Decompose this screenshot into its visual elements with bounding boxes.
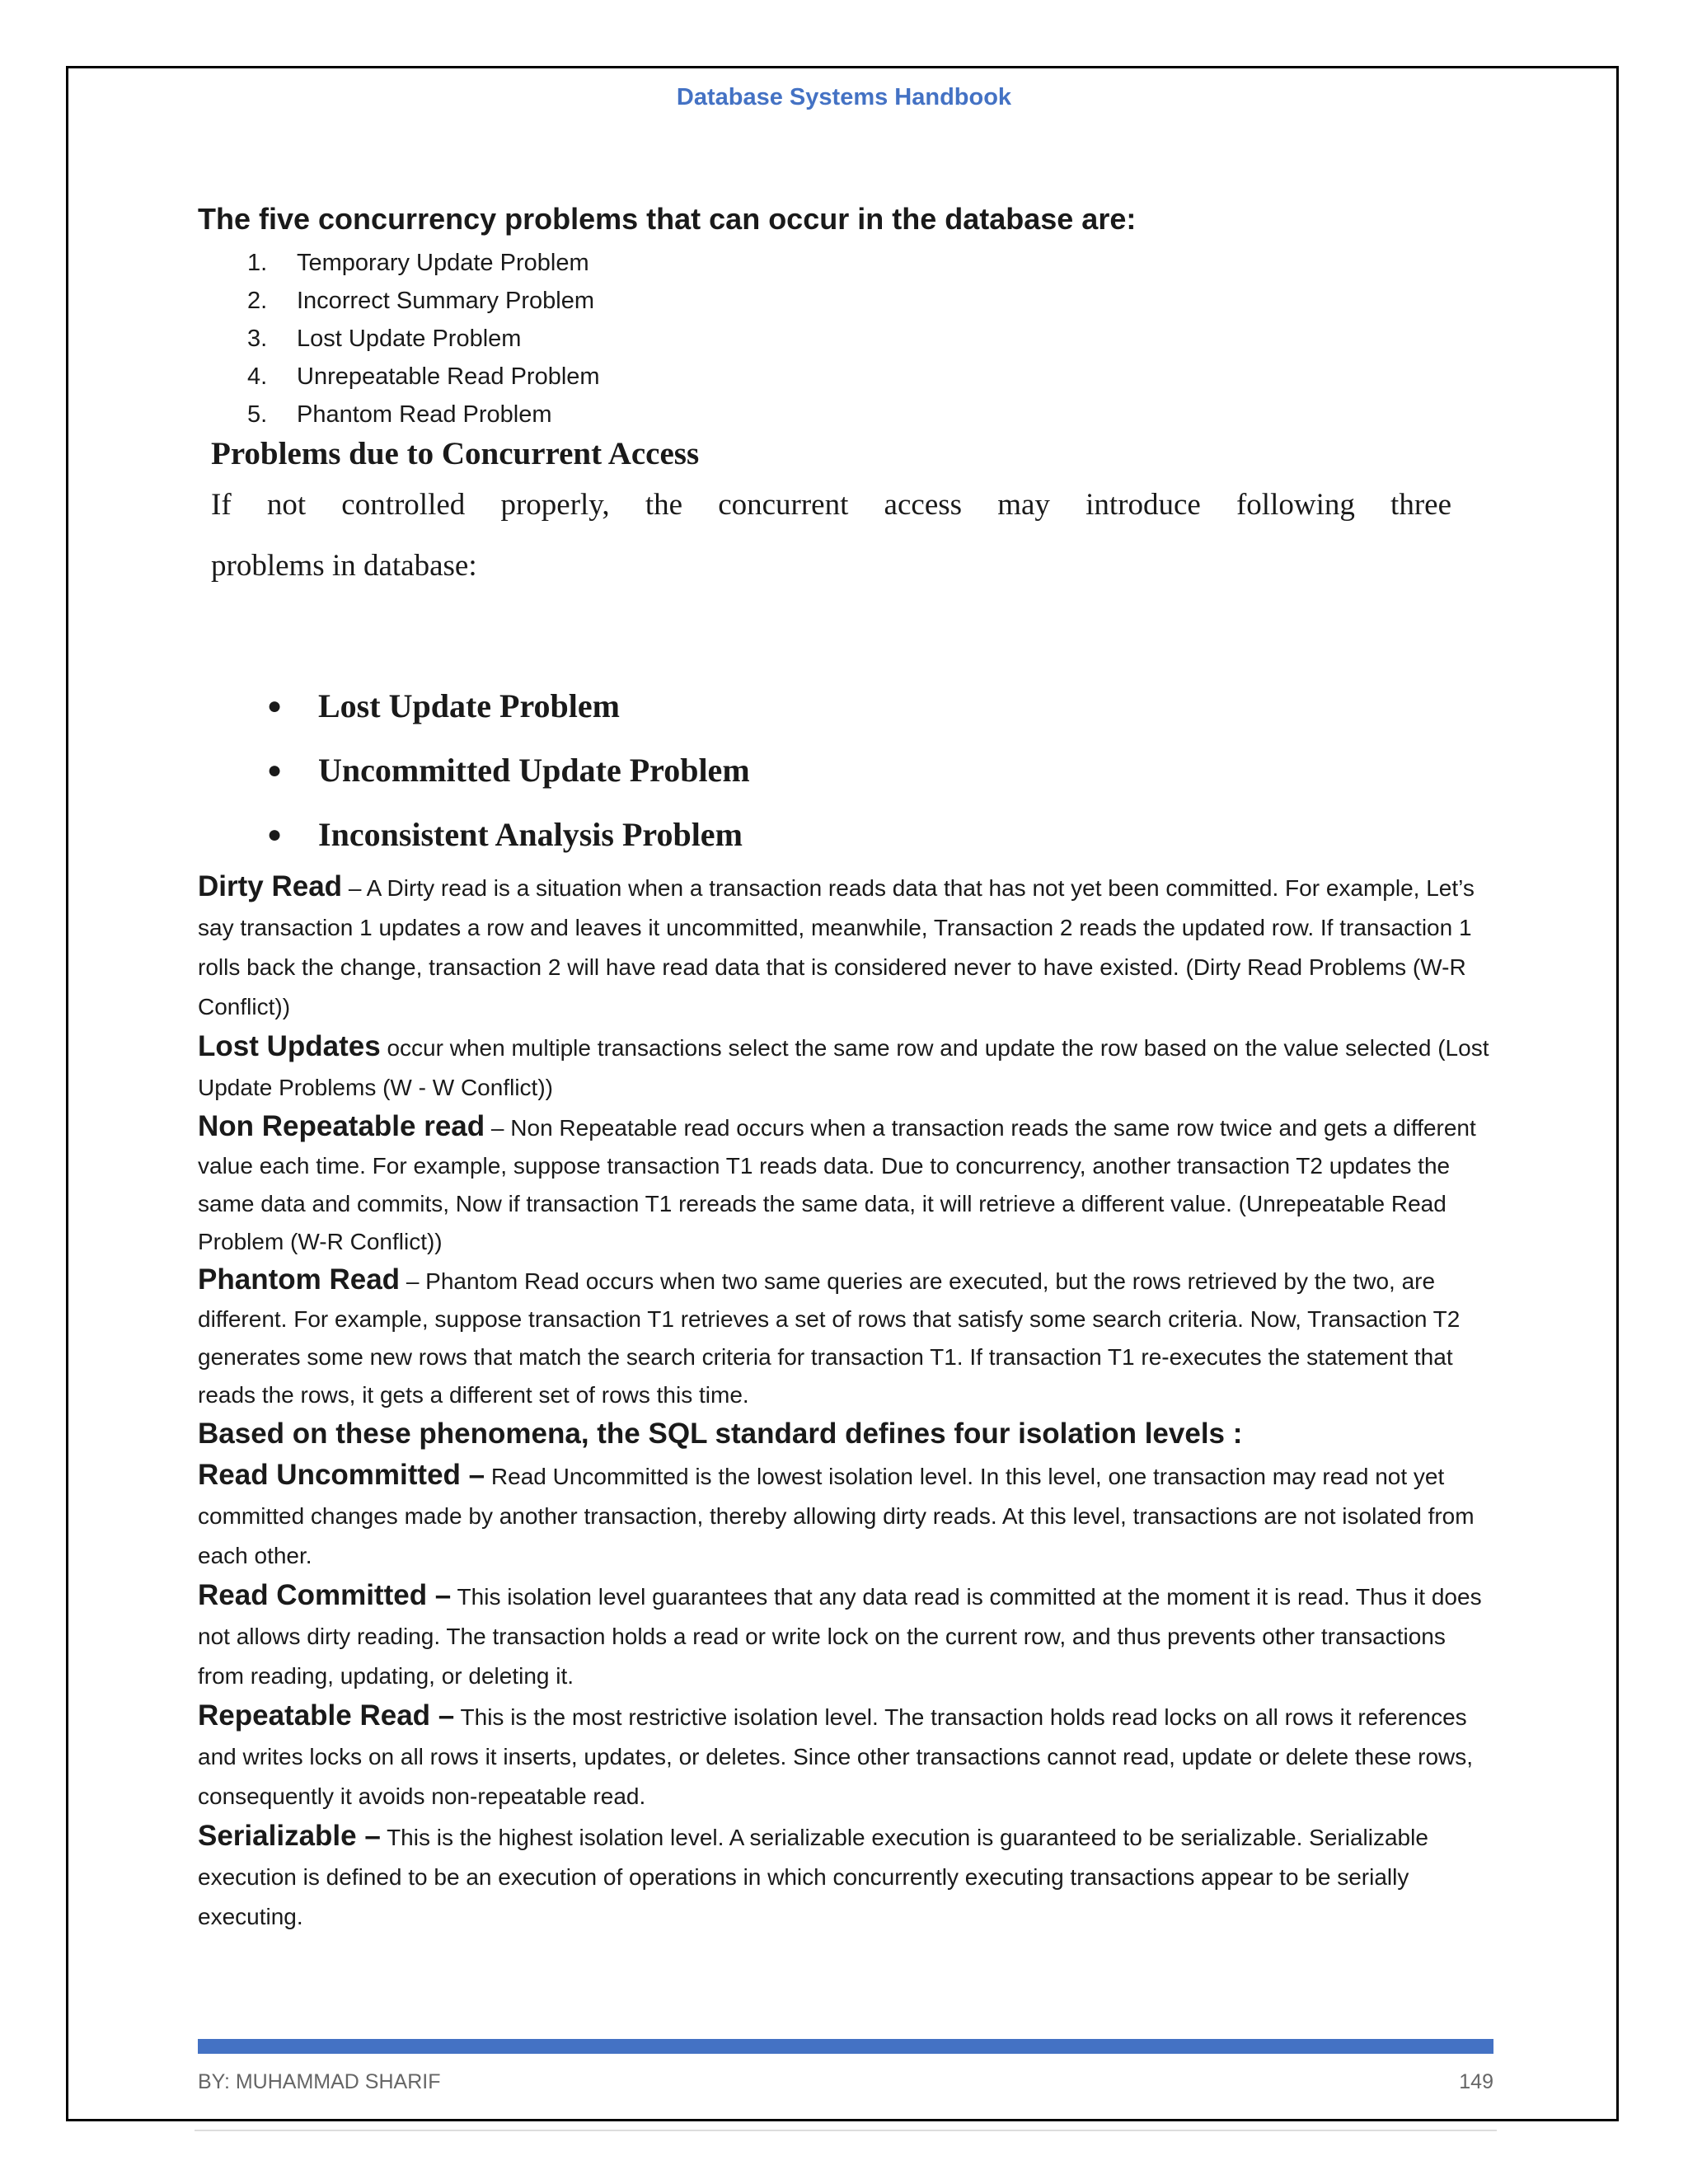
list-item: 1. Temporary Update Problem — [247, 250, 589, 276]
page-number: 149 — [1459, 2070, 1493, 2093]
isolation-read-committed: Read Committed – This isolation level guarantees that any data read is committed at the moment it is read. Thus it does not allows dirty reading. The transaction holds a read or write lock on the current row, and thus prevents other transactions from reading, updating, or deleting it. — [198, 1579, 1482, 1689]
isolation-read-uncommitted: Read Uncommitted – Read Uncommitted is the lowest isolation level. In this level, one transaction may read not yet committed changes made by another transaction, thereby allowing dirty reads. At this level, transactions are not isolated from each other. — [198, 1459, 1475, 1568]
list-item: 2. Incorrect Summary Problem — [247, 288, 594, 314]
page-content — [198, 198, 1493, 1937]
numbered-list — [198, 244, 1493, 434]
definition-lost-updates: Lost Updates occur when multiple transactions select the same row and update the row based on the value selected (Lost Update Problems (W - W Conflict)) — [198, 1030, 1489, 1100]
list-item: 5. Phantom Read Problem — [247, 401, 552, 428]
isolation-serializable: Serializable – This is the highest isolation level. A serializable execution is guaranteed to be serializable. Serializable execution is defined to be an execution of operations in which concurrently executing transactions appear to be serially executing. — [198, 1820, 1428, 1929]
bullet-item: ● Uncommitted Update Problem — [211, 738, 1493, 803]
definition-non-repeatable-read: Non Repeatable read – Non Repeatable read occurs when a transaction reads the same row twice and gets a different value each time. For example, suppose transaction T1 reads data. Due to concurrency, another transaction T2 updates the same data and commits, Now if transaction T1 rereads the same data, it will retrieve a different value. (Unrepeatable Read Problem (W-R Conflict)) — [198, 1110, 1476, 1254]
section-title-concurrent-access: Problems due to Concurrent Access — [211, 436, 700, 471]
definition-phantom-read: Phantom Read – Phantom Read occurs when two same queries are executed, but the rows retrieved by the two, are different. For example, suppose transaction T1 retrieves a set of rows that satisfy some search criteria. Now, Transaction T2 generates some new rows that match the search criteria for transaction T1. If transaction T1 re-executes the statement that reads the rows, it gets a different set of rows this time. — [198, 1263, 1461, 1408]
footer-bar — [198, 2039, 1493, 2054]
isolation-repeatable-read: Repeatable Read – This is the most restrictive isolation level. The transaction holds read locks on all rows it references and writes locks on all rows it inserts, updates, or deletes. Since other transactions cannot read, update or delete these rows, consequently it avoids non-repeatable read. — [198, 1699, 1474, 1809]
bullet-icon: ● — [267, 821, 283, 848]
list-item: 3. Lost Update Problem — [247, 326, 522, 352]
footer-author: BY: MUHAMMAD SHARIF — [198, 2070, 441, 2093]
bullet-icon: ● — [267, 692, 283, 719]
list-item: 4. Unrepeatable Read Problem — [247, 363, 600, 390]
bullet-list — [211, 674, 1493, 867]
isolation-levels-title: Based on these phenomena, the SQL standard defines four isolation levels : — [198, 1418, 1243, 1450]
running-header: Database Systems Handbook — [676, 84, 1012, 110]
bullet-item: ● Inconsistent Analysis Problem — [211, 803, 1493, 867]
intro-line-2: problems in database: — [211, 549, 477, 583]
definition-dirty-read: Dirty Read – A Dirty read is a situation when a transaction reads data that has not yet been committed. For example, Let’s say transaction 1 updates a row and leaves it uncommitted, meanwhile, Transaction 2 reads the updated row. If transaction 1 rolls back the change, transaction 2 will have read data that is considered never to have existed. (Dirty Read Problems (W-R Conflict)) — [198, 870, 1475, 1019]
bottom-rule — [195, 2130, 1497, 2131]
bullet-item: ● Lost Update Problem — [211, 674, 1493, 738]
section-title-concurrency-problems: The five concurrency problems that can occur in the database are: — [198, 202, 1137, 236]
intro-line-1: If not controlled properly, the concurrent access may introduce following three — [211, 488, 1451, 522]
bullet-icon: ● — [267, 757, 283, 784]
concurrent-access-section — [211, 434, 1493, 867]
